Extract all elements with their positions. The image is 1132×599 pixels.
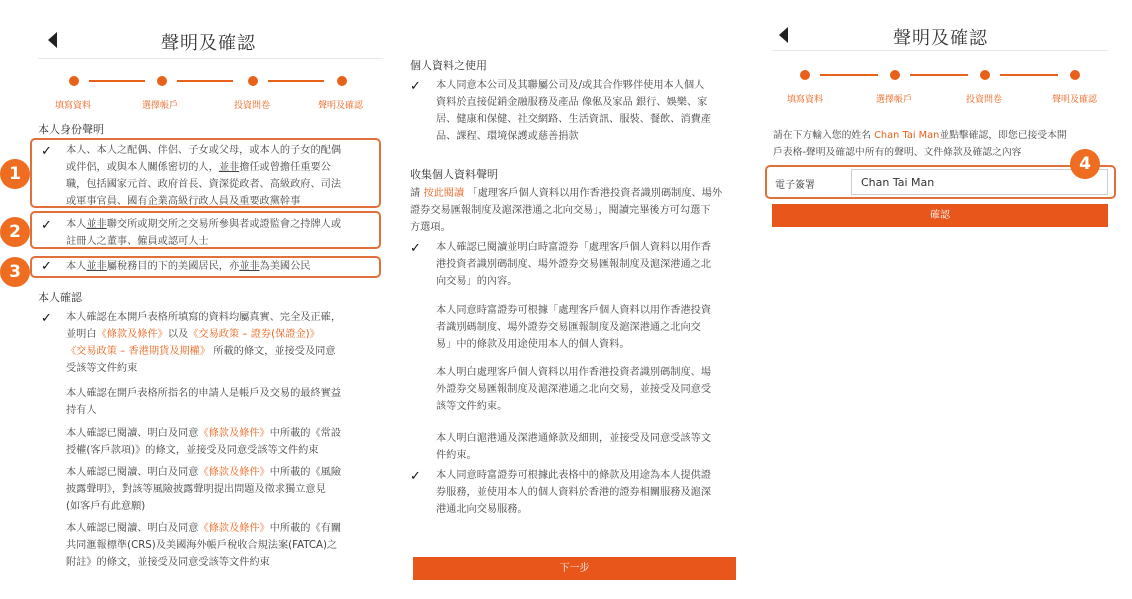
text-span: 為美國公民 bbox=[259, 261, 311, 272]
text-line bbox=[66, 425, 384, 442]
text-line: 本人確認在本開戶表格所填寫的資料均屬真實、完全及正確， bbox=[66, 312, 342, 323]
confirm-paragraph-4 bbox=[66, 464, 384, 515]
annotation-badge-2: 2 bbox=[0, 217, 30, 247]
trading-policy-futures-link[interactable]: 《交易政策 – 香港期貨及期權》 bbox=[66, 346, 211, 357]
text-span: 屬稅務目的下的美國居民，亦 bbox=[106, 261, 240, 272]
terms-link[interactable]: 《條款及條件》 bbox=[198, 523, 270, 534]
text-span: 中所載的《常設 bbox=[269, 428, 342, 439]
text-span: 或伴侶，或與本人關係密切的人， bbox=[66, 162, 219, 173]
text-line: 易」中的條款及用途使用本人的個人資料。 bbox=[436, 339, 630, 350]
identity-heading: 本人身份聲明 bbox=[38, 123, 104, 136]
collect-paragraph-4 bbox=[436, 430, 746, 464]
text-line bbox=[410, 185, 750, 202]
step-connector bbox=[177, 80, 233, 82]
underlined-text: 並非 bbox=[86, 261, 107, 272]
text-span: 「處理客戶個人資料以用作香港投資者識別碼制度、場外 bbox=[464, 188, 723, 199]
text-line: 該等文件約束。 bbox=[436, 401, 508, 412]
checkbox-collect-1[interactable]: ✓ bbox=[410, 241, 421, 256]
signature-input[interactable]: Chan Tai Man bbox=[851, 169, 1108, 195]
trading-policy-securities-link[interactable]: 《交易政策 – 證券(保證金)》 bbox=[188, 329, 320, 340]
confirm-paragraph-1 bbox=[66, 309, 384, 377]
step-label-3: 投資問卷 bbox=[234, 101, 271, 111]
underlined-text: 並非 bbox=[86, 219, 107, 230]
text-span: 所載的條文，並接受及同意 bbox=[210, 346, 336, 357]
text-line: 受該等文件約束 bbox=[66, 363, 138, 374]
collect-item-1 bbox=[436, 239, 746, 290]
step-connector bbox=[820, 74, 878, 76]
text-span: 並明白 bbox=[66, 329, 97, 340]
text-line: 港投資者識別碼制度、場外證券交易匯報制度及滬深港通之北 bbox=[436, 259, 712, 270]
step-dot-4 bbox=[337, 76, 347, 86]
text-line: 附註》的條文，並接受及同意受該等文件約束 bbox=[66, 557, 270, 568]
text-line: 本人同意本公司及其聯屬公司及/或其合作夥伴使用本人個人 bbox=[436, 80, 705, 91]
step-label-4: 聲明及確認 bbox=[318, 101, 364, 111]
text-line: 職，包括國家元首、政府首長、資深從政者、高級政府、司法 bbox=[66, 179, 342, 190]
text-line: 披露聲明》，對該等風險披露聲明提出問題及徵求獨立意見 bbox=[66, 484, 326, 495]
annotation-badge-4: 4 bbox=[1070, 149, 1100, 179]
step-label-3: 投資問卷 bbox=[966, 95, 1003, 105]
checkbox-identity-1[interactable]: ✓ bbox=[41, 144, 52, 159]
text-span: 本人 bbox=[66, 261, 87, 272]
identity-item-3 bbox=[66, 258, 376, 275]
confirm-heading: 本人確認 bbox=[38, 291, 82, 304]
text-line: 品、課程、環境保護或慈善捐款 bbox=[436, 131, 579, 142]
text-line: 註冊人之董事、僱員或認可人士 bbox=[66, 236, 209, 247]
signature-instructions bbox=[773, 127, 1118, 161]
checkbox-personal-data[interactable]: ✓ bbox=[410, 79, 421, 94]
text-line bbox=[66, 216, 376, 233]
collect-heading: 收集個人資料聲明 bbox=[410, 168, 498, 181]
text-line: (如客戶有此意願) bbox=[66, 501, 146, 512]
text-line bbox=[66, 326, 384, 343]
personal-data-heading: 個人資料之使用 bbox=[410, 59, 487, 72]
text-line: 本人同意時富證券可根據「處理客戶個人資料以用作香港投資 bbox=[436, 305, 712, 316]
text-line: 授權(客戶款項)》的條文，並接受及同意受該等文件約束 bbox=[66, 445, 319, 456]
text-span: 請在下方輸入您的姓名 bbox=[773, 130, 875, 141]
text-line bbox=[66, 464, 384, 481]
text-span: 請 bbox=[410, 188, 424, 199]
text-line: 港通北向交易服務。 bbox=[436, 504, 528, 515]
text-line: 證券交易匯報制度及滬深港通之北向交易」，閱讀完畢後方可勾選下 bbox=[410, 205, 711, 216]
step-label-1: 填寫資料 bbox=[55, 101, 92, 111]
text-span: 本人確認已閱讀、明白及同意 bbox=[66, 523, 199, 534]
checkbox-identity-3[interactable]: ✓ bbox=[41, 259, 52, 274]
text-line: 者識別碼制度、場外證券交易匯報制度及滬深港通之北向交 bbox=[436, 322, 701, 333]
confirm-paragraph-5 bbox=[66, 520, 384, 571]
header-divider bbox=[38, 58, 383, 59]
text-line: 共同滙報標準(CRS)及美國海外帳戶稅收合規法案(FATCA)之 bbox=[66, 540, 338, 551]
checkbox-confirm[interactable]: ✓ bbox=[41, 311, 52, 326]
step-connector bbox=[910, 74, 968, 76]
step-connector bbox=[1000, 74, 1058, 76]
step-label-2: 選擇帳戶 bbox=[876, 95, 913, 105]
back-arrow-icon[interactable] bbox=[48, 32, 58, 52]
back-arrow-icon[interactable] bbox=[779, 27, 789, 47]
header-divider bbox=[772, 50, 1108, 51]
collect-intro bbox=[410, 185, 750, 236]
text-line bbox=[66, 258, 376, 275]
annotation-badge-3: 3 bbox=[0, 257, 30, 287]
text-span: 中所載的《有關 bbox=[269, 523, 342, 534]
client-name: Chan Tai Man bbox=[874, 130, 940, 141]
step-connector bbox=[268, 80, 324, 82]
confirm-button[interactable]: 確認 bbox=[772, 204, 1108, 227]
page-title: 聲明及確認 bbox=[893, 28, 988, 49]
terms-link[interactable]: 《條款及條件》 bbox=[198, 428, 270, 439]
text-line: 居、健康和保健、社交網路、生活資訊、服裝、餐飲、消費產 bbox=[436, 114, 712, 125]
underlined-text: 並非 bbox=[218, 162, 240, 173]
step-dot-1 bbox=[800, 70, 810, 80]
text-line: 資料於直接促銷金融服務及產品 像俬及家品 銀行、娛樂、家 bbox=[436, 97, 708, 108]
step-dot-1 bbox=[69, 76, 79, 86]
text-line: 或軍事官員、國有企業高級行政人員及重要政黨幹事 bbox=[66, 196, 301, 207]
read-here-link[interactable]: 按此閱讀 bbox=[423, 188, 465, 199]
text-line: 本人明白滬港通及深港通條款及細則，並接受及同意受該等文 bbox=[436, 433, 712, 444]
text-line: 券服務，並使用本人的個人資料於香港的證券相關服務及滬深 bbox=[436, 487, 712, 498]
text-line bbox=[66, 520, 384, 537]
confirm-paragraph-3 bbox=[66, 425, 384, 459]
underlined-text: 並非 bbox=[239, 261, 260, 272]
identity-item-1 bbox=[66, 142, 376, 210]
annotation-badge-1: 1 bbox=[0, 159, 30, 189]
text-span: 中所載的《風險 bbox=[269, 467, 342, 478]
step-label-2: 選擇帳戶 bbox=[142, 101, 179, 111]
step-label-4: 聲明及確認 bbox=[1052, 95, 1098, 105]
confirm-paragraph-2 bbox=[66, 385, 384, 419]
text-line: 本人確認在開戶表格所指名的申請人是帳戶及交易的最終實益 bbox=[66, 388, 342, 399]
terms-link[interactable]: 《條款及條件》 bbox=[198, 467, 270, 478]
step-connector bbox=[89, 80, 145, 82]
collect-item-5 bbox=[436, 467, 746, 518]
text-line: 方選項。 bbox=[410, 222, 451, 233]
text-line bbox=[66, 343, 384, 360]
text-span: 並點擊確認，即您已接受本開 bbox=[939, 130, 1067, 141]
page-title: 聲明及確認 bbox=[161, 33, 256, 54]
text-line: 外證券交易匯報制度及滬深港通之北向交易，並接受及同意受 bbox=[436, 384, 712, 395]
text-span: 本人 bbox=[66, 219, 87, 230]
checkbox-collect-5[interactable]: ✓ bbox=[410, 469, 421, 484]
text-span: 擔任或曾擔任重要公 bbox=[239, 162, 331, 173]
personal-data-text bbox=[436, 77, 746, 145]
text-line: 本人明白處理客戶個人資料以用作香港投資者識別碼制度、場 bbox=[436, 367, 712, 378]
step-label-1: 填寫資料 bbox=[787, 95, 824, 105]
text-span: 聯交所或期交所之交易所參與者或證監會之持牌人或 bbox=[106, 219, 342, 230]
checkbox-identity-2[interactable]: ✓ bbox=[41, 218, 52, 233]
text-line: 本人確認已閱讀並明白時富證券「處理客戶個人資料以用作香 bbox=[436, 242, 712, 253]
collect-paragraph-2 bbox=[436, 302, 746, 353]
text-line: 本人、本人之配偶、伴侶、子女或父母，或本人的子女的配偶 bbox=[66, 145, 342, 156]
text-line bbox=[66, 159, 376, 176]
text-line bbox=[773, 127, 1118, 144]
text-line: 件約束。 bbox=[436, 450, 477, 461]
step-dot-2 bbox=[890, 70, 900, 80]
text-span: 本人確認已閱讀、明白及同意 bbox=[66, 467, 199, 478]
next-button[interactable]: 下一步 bbox=[413, 557, 736, 580]
text-span: 以及 bbox=[167, 329, 189, 340]
text-span: 本人確認已閱讀、明白及同意 bbox=[66, 428, 199, 439]
step-dot-3 bbox=[248, 76, 258, 86]
collect-paragraph-3 bbox=[436, 364, 746, 415]
step-dot-3 bbox=[980, 70, 990, 80]
text-line: 本人同意時富證券可根據此表格中的條款及用途為本人提供證 bbox=[436, 470, 712, 481]
step-dot-2 bbox=[157, 76, 167, 86]
identity-item-2 bbox=[66, 216, 376, 250]
step-dot-4 bbox=[1070, 70, 1080, 80]
text-line: 向交易」的內容。 bbox=[436, 276, 518, 287]
text-line: 戶表格-聲明及確認中所有的聲明、文件條款及確認之內容 bbox=[773, 147, 1022, 158]
text-line: 持有人 bbox=[66, 405, 97, 416]
terms-link[interactable]: 《條款及條件》 bbox=[96, 329, 168, 340]
signature-label: 電子簽署 bbox=[775, 180, 815, 191]
